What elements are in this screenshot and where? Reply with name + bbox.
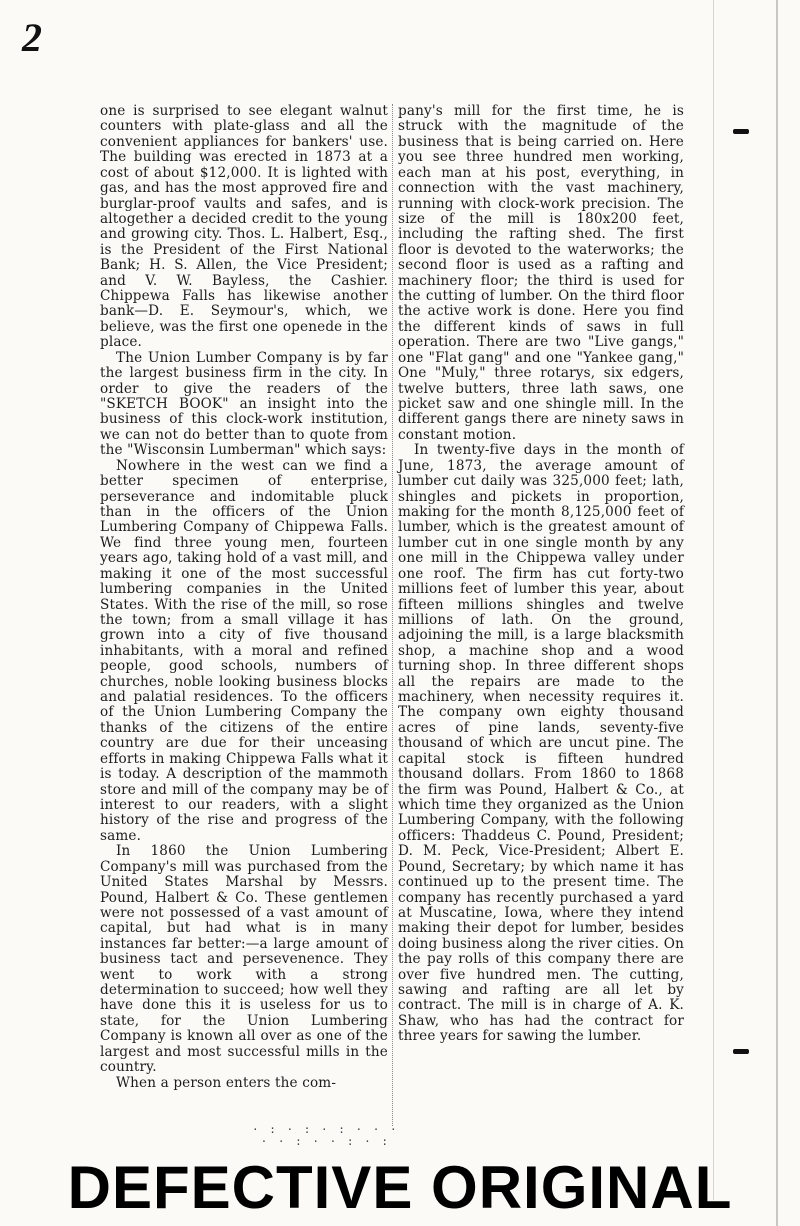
paragraph: pany's mill for the first time, he is struck with the magnitude of the business that is being carried on. Here you see three hundred men working, each man at his post, everything, in connection with the vast machinery, running with clock-work precision. The size of the mill is 180x200 feet, including the rafting shed. The first floor is devoted to the waterworks; the second floor is used as a rafting and machinery floor; the third is used for the cutting of lumber. On the third floor the active work is done. Here you find the different kinds of saws in full operation. There are two "Live gangs," one "Flat gang" and one "Yankee gang," One "Muly," three rotarys, six edgers, twelve butters, three lath saws, one picket saw and one shingle mill. In the different gangs there are ninety saws in constant motion. bbox=[398, 103, 684, 443]
paragraph: one is surprised to see elegant walnut counters with plate-glass and all the convenient appliances for bankers' use. The building was erected in 1873 at a cost of about $12,000. It is lighted with gas, and has the most approved fire and burglar-proof vaults and safes, and is altogether a decided credit to the young and growing city. Thos. L. Halbert, Esq., is the President of the First National Bank; H. S. Allen, the Vice President; and V. W. Bayless, the Cashier. Chippewa Falls has likewise another bank—D. E. Seymour's, which, we believe, was the first one openede in the place. bbox=[100, 103, 388, 351]
article-column-right bbox=[398, 104, 684, 1045]
paragraph: Nowhere in the west can we find a better specimen of enterprise, perseverance and indomitable pluck than in the officers of the Union Lumbering Company of Chippewa Falls. We find three young men, fourteen years ago, taking hold of a vast mill, and making it one of the most successful lumbering companies in the United States. With the rise of the mill, so rose the town; from a small village it has grown into a city of five thousand inhabitants, with a moral and refined people, good schools, numbers of churches, noble looking business blocks and palatial residences. To the officers of the Union Lumbering Company the thanks of the citizens of the entire country are due for their unceasing efforts in making Chippewa Falls what it is today. A description of the mammoth store and mill of the company may be of interest to our readers, with a slight history of the rise and progress of the same. bbox=[100, 457, 388, 844]
print-blemish: · : · : · : · · · · · : · · : · : bbox=[252, 1123, 399, 1148]
registration-mark bbox=[733, 1049, 749, 1054]
paragraph: In 1860 the Union Lumbering Company's mill was purchased from the United States Marshal by Messrs. Pound, Halbert & Co. These gentlemen were not possessed of a vast amount of capital, but had what is in many instances far better:—a large amount of business tact and persevenence. They went to work with a strong determination to succeed; how well they have done this it is useless for us to state, for the Union Lumbering Company is known all over as one of the largest and most successful mills in the country. bbox=[100, 843, 388, 1076]
scan-edge-line bbox=[776, 0, 778, 1226]
page-number: 2 bbox=[22, 15, 42, 60]
defective-original-stamp: DEFECTIVE ORIGINAL bbox=[67, 1154, 733, 1221]
article-column-left bbox=[100, 104, 388, 1091]
paragraph: When a person enters the com- bbox=[116, 1074, 337, 1091]
registration-mark bbox=[733, 129, 749, 134]
column-divider bbox=[392, 104, 393, 1126]
paragraph: In twenty-five days in the month of June, 1873, the average amount of lumber cut daily was 325,000 feet; lath, shingles and pickets in proportion, making for the month 8,125,000 feet of lumber, which is the greatest amount of lumber cut in one single month by any one mill in the Chippewa valley under one roof. The firm has cut forty-two millions feet of lumber this year, about fifteen millions shingles and twelve millions of lath. On the ground, adjoining the mill, is a large blacksmith shop, a machine shop and a wood turning shop. In three different shops all the repairs are made to the machinery, when necessity requires it. The company own eighty thousand acres of pine lands, seventy-five thousand of which are uncut pine. The capital stock is fifteen hundred thousand dollars. From 1860 to 1868 the firm was Pound, Halbert & Co., at which time they organized as the Union Lumbering Company, with the following officers: Thaddeus C. Pound, President; D. M. Peck, Vice-President; Albert E. Pound, Secretary; by which name it has continued up to the present time. The company has recently purchased a yard at Muscatine, Iowa, where they intend making their depot for lumber, besides doing business along the river cities. On the pay rolls of this company there are over five hundred men. The cutting, sawing and rafting are all let by contract. The mill is in charge of A. K. Shaw, who has had the contract for three years for sawing the lumber. bbox=[398, 442, 684, 1045]
scan-fold-line bbox=[713, 0, 714, 1200]
paragraph: The Union Lumber Company is by far the largest business firm in the city. In order to give the readers of the "SKETCH BOOK" an insight into the business of this clock-work institution, we can not do better than to quote from the "Wisconsin Lumberman" which says: bbox=[100, 349, 388, 459]
